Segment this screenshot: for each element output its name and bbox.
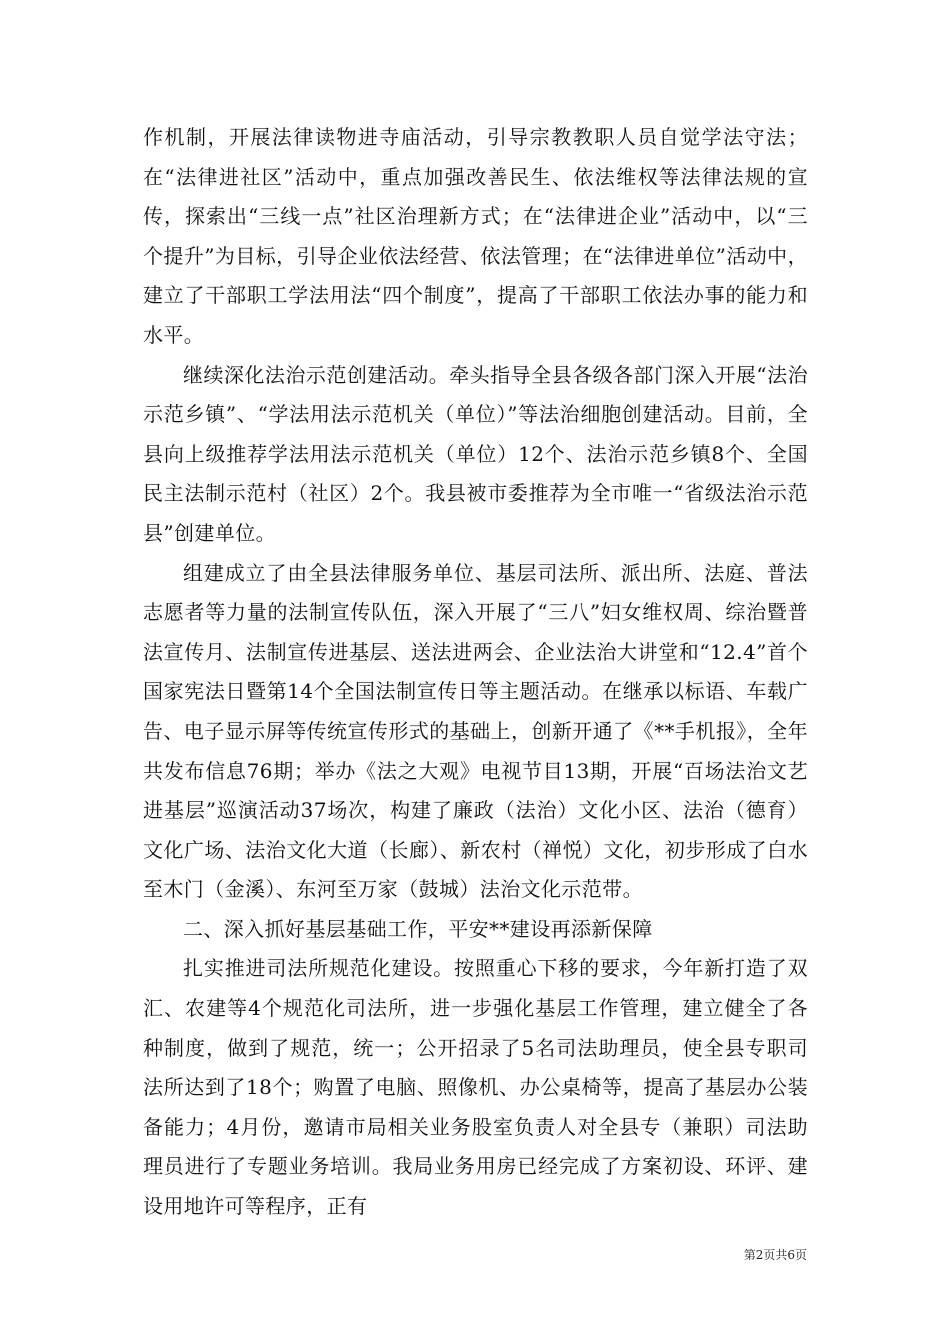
paragraph-rule-of-law-demonstration: 继续深化法治示范创建活动。牵头指导全县各级各部门深入开展“法治示范乡镇”、“学法用法示范机关（单位）”等法治细胞创建活动。目前，全县向上级推荐学法用法示范机关（单位）12个、法治示范乡镇8个、全国民主法制示范村（社区）2个。我县被市委推荐为全市唯一“省级法治示范县”创建单位。 [143,362,808,545]
paragraph-publicity-team: 组建成立了由全县法律服务单位、基层司法所、派出所、法庭、普法志愿者等力量的法制宣传队伍，深入开展了“三八”妇女维权周、综治暨普法宣传月、法制宣传进基层、送法进两会、企业法治大讲堂和“12.4”首个国家宪法日暨第14个全国法制宣传日等主题活动。在继承以标语、车载广告、电子显示屏等传统宣传形式的基础上，创新开通了《**手机报》，全年共发布信息76期；举办《法之大观》电视节目13期，开展“百场法治文艺进基层”巡演活动37场次，构建了廉政（法治）文化小区、法治（德育）文化广场、法治文化大道（长廊）、新农村（禅悦）文化，初步形成了白水至木门（金溪）、东河至万家（鼓城）法治文化示范带。 [143,560,808,902]
paragraph-continuation: 作机制，开展法律读物进寺庙活动，引导宗教教职人员自觉学法守法；在“法律进社区”活动中，重点加强改善民生、依法维权等法律法规的宣传，探索出“三线一点”社区治理新方式；在“法律进企业”活动中，以“三个提升”为目标，引导企业依法经营、依法管理；在“法律进单位”活动中，建立了干部职工学法用法“四个制度”，提高了干部职工依法办事的能力和水平。 [143,125,808,347]
page-number: 第2页共6页 [743,1248,807,1262]
paragraph-judicial-office: 扎实推进司法所规范化建设。按照重心下移的要求，今年新打造了双汇、农建等4个规范化司法所，进一步强化基层工作管理，建立健全了各种制度，做到了规范，统一；公开招录了5名司法助理员，使全县专职司法所达到了18个；购置了电脑、照像机、办公桌椅等，提高了基层办公装备能力；4月份，邀请市局相关业务股室负责人对全县专（兼职）司法助理员进行了专题业务培训。我局业务用房已经完成了方案初设、环评、建设用地许可等程序，正有 [143,956,808,1219]
section-heading: 二、深入抓好基层基础工作，平安**建设再添新保障 [183,916,653,941]
document-body [143,118,808,1227]
